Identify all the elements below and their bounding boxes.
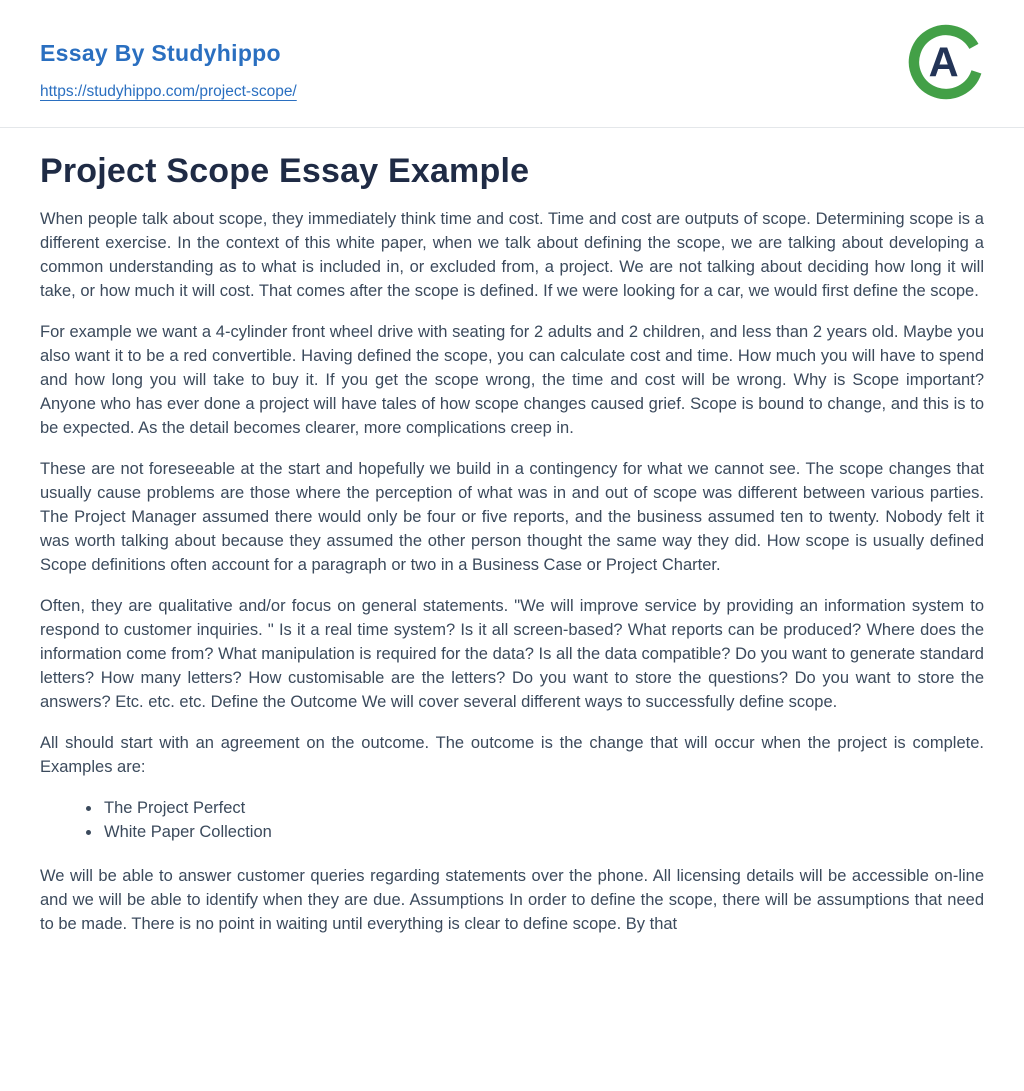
svg-text:A: A: [928, 38, 959, 86]
page-header: [0, 0, 1024, 128]
essay-paragraph: When people talk about scope, they immediately think time and cost. Time and cost are outputs of scope. Determining scope is a different exercise. In the context of this white paper, when we talk about defining the scope, we are talking about developing a common understanding as to what is included in, or excluded from, a project. We are not talking about deciding how long it will take, or how much it will cost. That comes after the scope is defined. If we were looking for a car, we would first define the scope.: [40, 210, 984, 301]
essay-paragraph: We will be able to answer customer queries regarding statements over the phone. All licensing details will be accessible on-line and we will be able to identify when they are due. Assumptions In order to define the scope, there will be assumptions that need to be made. There is no point in waiting until everything is clear to define scope. By that: [40, 867, 984, 934]
page-title: Project Scope Essay Example: [40, 152, 530, 190]
site-name-link[interactable]: Essay By Studyhippo: [40, 40, 281, 66]
essay-paragraph: These are not foreseeable at the start and hopefully we build in a contingency for what we cannot see. The scope changes that usually cause problems are those where the perception of what was in and out of scope was different between various parties. The Project Manager assumed there would only be four or five reports, and the business assumed ten to twenty. Nobody felt it was worth talking about because they assumed the other person thought the same way they did. How scope is usually defined Scope definitions often account for a paragraph or two in a Business Case or Project Charter.: [40, 460, 984, 575]
site-url-link[interactable]: https://studyhippo.com/project-scope/: [40, 83, 297, 100]
essay-paragraph: Often, they are qualitative and/or focus on general statements. "We will improve service by providing an information system to respond to customer inquiries. " Is it a real time system? Is it all screen-based? What reports can be produced? Where does the information come from? What manipulation is required for the data? Is all the data compatible? Do you want to generate standard letters? How many letters? How customisable are the letters? Do you want to store the questions? Do you want to store the answers? Etc. etc. etc. Define the Outcome We will cover several different ways to successfully define scope.: [40, 597, 984, 712]
essay-article: [0, 152, 1024, 936]
essay-paragraph: For example we want a 4-cylinder front wheel drive with seating for 2 adults and 2 children, and less than 2 years old. Maybe you also want it to be a red convertible. Having defined the scope, you can calculate cost and time. How much you will have to spend and how long you will take to buy it. If you get the scope wrong, the time and cost will be wrong. Why is Scope important? Anyone who has ever done a project will have tales of how scope changes caused grief. Scope is bound to change, and this is to be expected. As the detail becomes clearer, more complications creep in.: [40, 323, 984, 438]
list-item: • White Paper Collection: [102, 820, 984, 844]
studyhippo-logo-icon: [906, 22, 986, 102]
essay-paragraph: All should start with an agreement on the outcome. The outcome is the change that will occur when the project is complete. Examples are:: [40, 734, 984, 777]
list-item: • The Project Perfect: [102, 796, 984, 820]
bullet-list: [40, 796, 984, 844]
